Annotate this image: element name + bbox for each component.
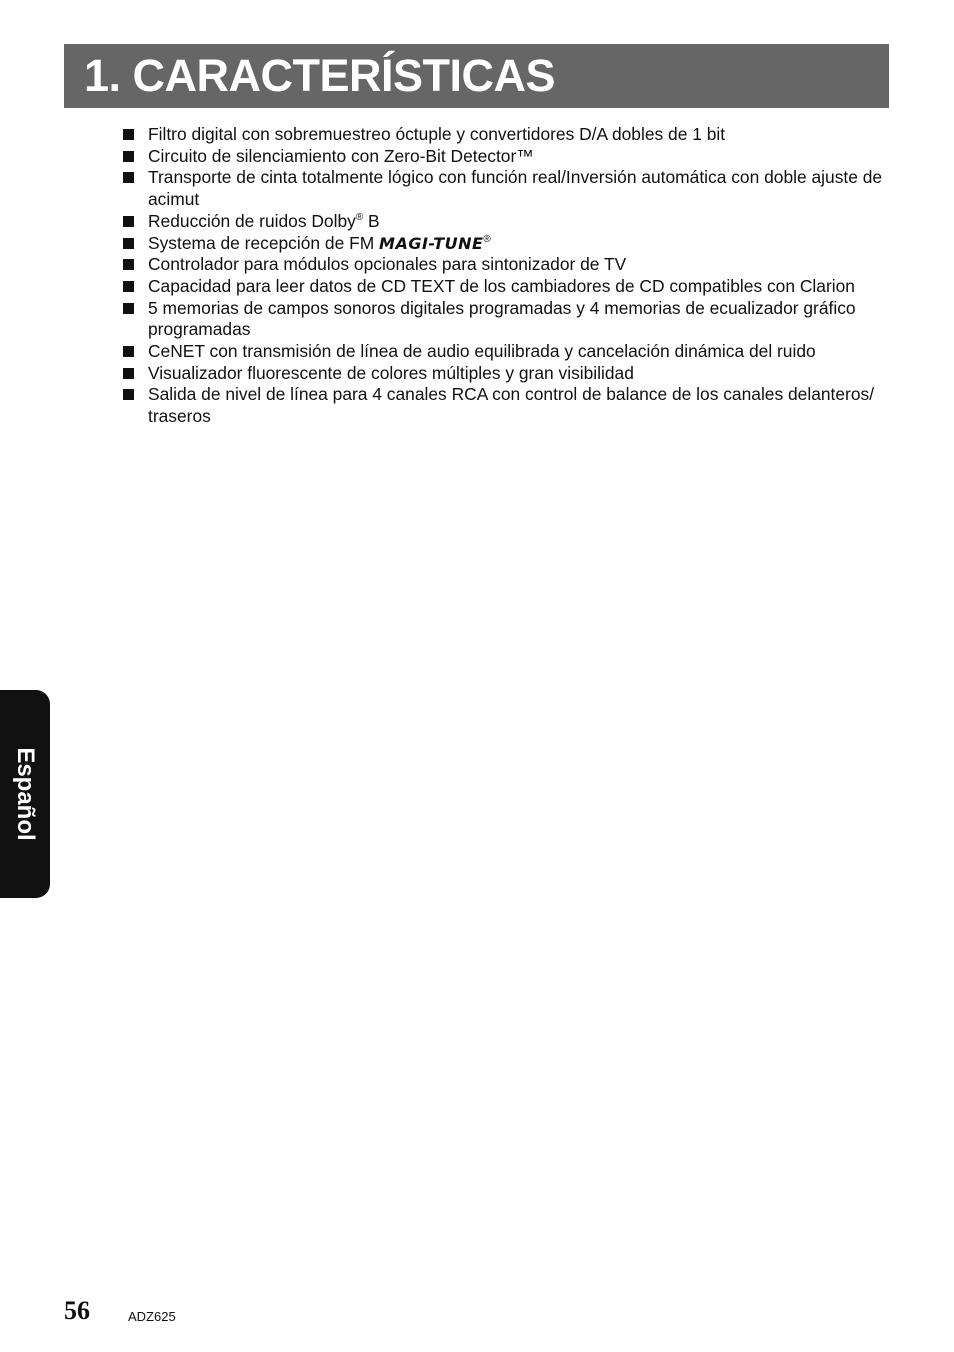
square-bullet-icon — [123, 259, 134, 270]
list-item-text: Capacidad para leer datos de CD TEXT de los cambiadores de CD compatibles con Clarion — [148, 275, 855, 296]
list-item-text: Filtro digital con sobremuestreo óctuple y convertidores D/A dobles de 1 bit — [148, 124, 726, 144]
language-label: Español — [12, 747, 39, 841]
list-item-text: Salida de nivel de línea para 4 canales RCA con control de balance de los canales delanteros/ traseros — [148, 384, 875, 427]
square-bullet-icon — [123, 216, 134, 227]
list-item-text: Systema de recepción de FM — [148, 232, 380, 253]
list-item — [122, 341, 892, 363]
magi-tune-logo: MAGI-TUNE — [379, 233, 484, 253]
list-item — [122, 233, 892, 255]
list-item-text: Controlador para módulos opcionales para sintonizador de TV — [148, 254, 627, 275]
square-bullet-icon — [123, 172, 134, 183]
list-item-suffix: B — [363, 210, 380, 231]
square-bullet-icon — [123, 303, 134, 314]
square-bullet-icon — [123, 346, 134, 357]
list-item — [122, 384, 892, 427]
square-bullet-icon — [123, 151, 134, 162]
list-item-text: Circuito de silenciamiento con Zero-Bit Detector™ — [148, 145, 534, 166]
list-item-text: Transporte de cinta totalmente lógico con función real/Inversión automática con doble ajuste de acimut — [148, 167, 883, 210]
square-bullet-icon — [123, 389, 134, 400]
list-item — [122, 124, 892, 146]
square-bullet-icon — [123, 238, 134, 249]
section-title-bar — [64, 44, 889, 108]
list-item — [122, 363, 892, 385]
feature-list — [122, 124, 892, 428]
registered-mark: ® — [483, 233, 491, 245]
list-item-text: 5 memorias de campos sonoros digitales programadas y 4 memorias de ecualizador gráfico programadas — [148, 297, 856, 340]
square-bullet-icon — [123, 368, 134, 379]
page-title: 1. CARACTERÍSTICAS — [84, 50, 556, 101]
square-bullet-icon — [123, 281, 134, 292]
list-item — [122, 146, 892, 168]
list-item — [122, 276, 892, 298]
list-item — [122, 167, 892, 210]
list-item-text: CeNET con transmisión de línea de audio equilibrada y cancelación dinámica del ruido — [148, 341, 816, 362]
model-code: ADZ625 — [128, 1309, 176, 1324]
list-item — [122, 298, 892, 341]
registered-mark: ® — [355, 212, 364, 224]
square-bullet-icon — [123, 129, 134, 140]
list-item-text: Reducción de ruidos Dolby — [148, 210, 356, 231]
list-item — [122, 211, 892, 233]
list-item-text: Visualizador fluorescente de colores múltiples y gran visibilidad — [148, 362, 634, 383]
language-side-tab — [0, 690, 50, 898]
page-number: 56 — [64, 1296, 90, 1325]
list-item — [122, 254, 892, 276]
